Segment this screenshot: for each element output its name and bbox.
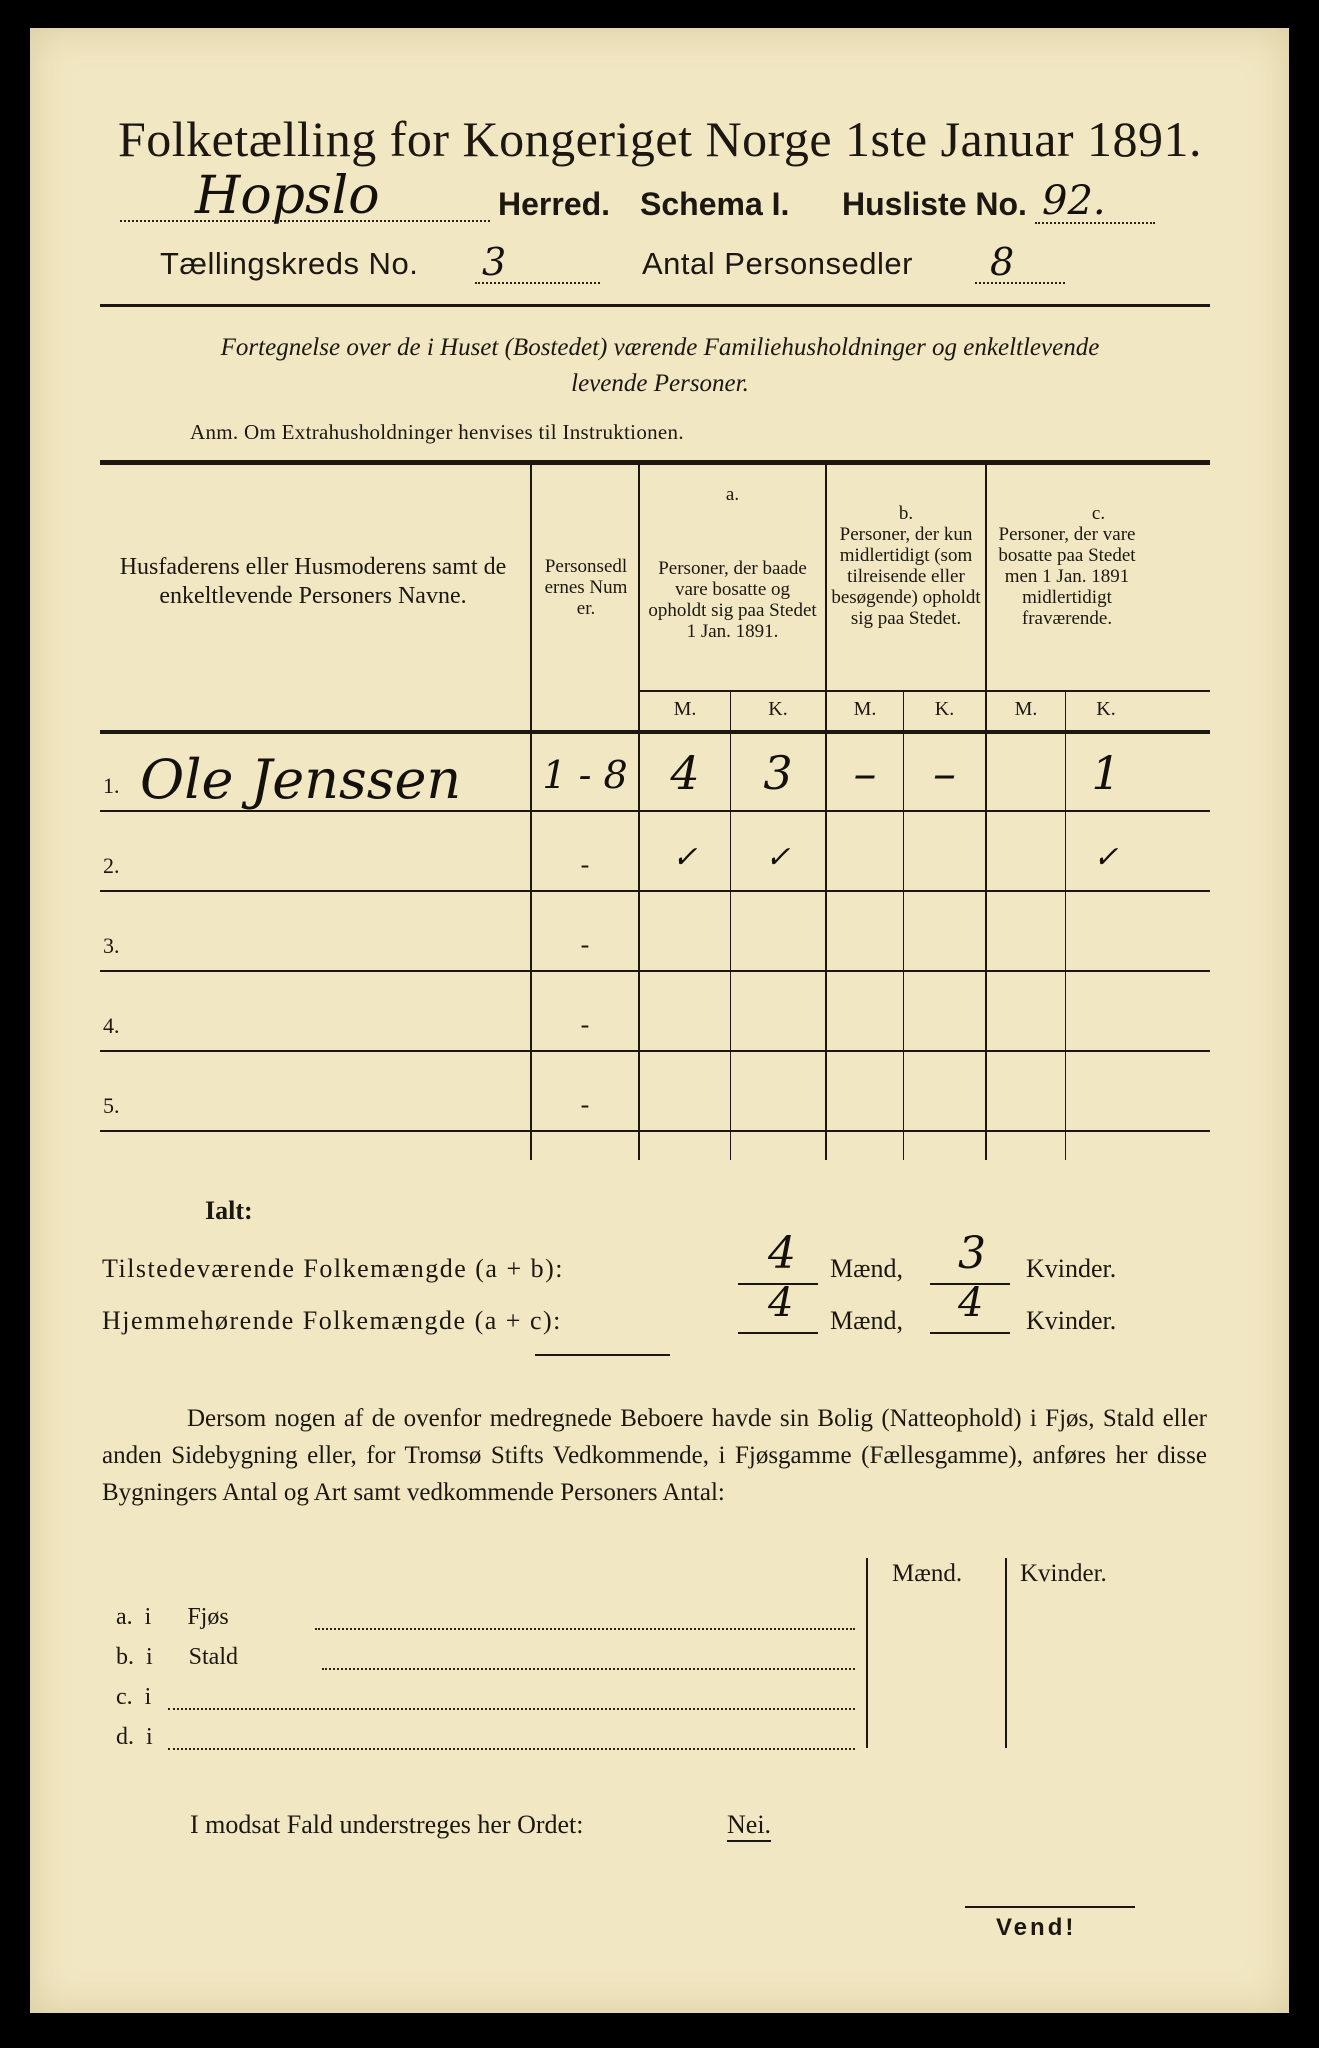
vend-text: Vend!: [996, 1914, 1077, 1941]
col-c-header: Personer, der vare bosatte paa Stedet men 1 Jan. 1891 midlertidigt fraværende.: [998, 524, 1136, 629]
row-5-number: 5.: [103, 1093, 120, 1118]
table-top-line: [100, 460, 1210, 465]
row-2-number: 2.: [103, 853, 120, 878]
row-1-name: Ole Jenssen: [140, 748, 462, 811]
anm-note: Anm. Om Extrahusholdninger henvises til Instruktionen.: [190, 420, 684, 444]
schema-label: Schema I.: [640, 186, 790, 222]
c-m-header: M.: [1014, 698, 1038, 720]
intro-line1b: levende Personer.: [571, 370, 749, 397]
section-divider-short: [535, 1354, 670, 1356]
antal-field-line: [975, 280, 1065, 284]
row-1-a-k: 3: [763, 746, 793, 800]
mk-header-line: [639, 690, 1210, 692]
row-2-c-k: ✓: [1093, 840, 1119, 875]
row-1-c-k: 1: [1091, 746, 1121, 800]
row-5-num: -: [580, 1090, 590, 1119]
herred-value: Hopslo: [195, 166, 380, 226]
bolig-divider-1: [866, 1558, 868, 1748]
vend-line: [965, 1906, 1135, 1908]
col-divider-4: [825, 465, 827, 1160]
tilst-label: Tilstedeværende Folkemængde (a + b):: [102, 1254, 564, 1283]
bolig-row-c-line: [168, 1706, 855, 1710]
row-4-number: 4.: [103, 1013, 120, 1038]
bolig-row-b: b. i Stald: [116, 1644, 239, 1670]
bolig-row-c: c. i: [116, 1684, 152, 1710]
row-1-b-k: –: [933, 746, 956, 800]
col-divider-2: [638, 465, 640, 1160]
husliste-label: Husliste No.: [842, 186, 1027, 222]
herred-label: Herred.: [498, 186, 611, 222]
tilst-kvinder: Kvinder.: [1026, 1254, 1117, 1283]
row-3-number: 3.: [103, 933, 120, 958]
tilst-k-value: 3: [958, 1228, 986, 1279]
tilst-maend: Mænd,: [830, 1254, 903, 1283]
col-divider-1: [530, 465, 532, 1160]
row-3-num: -: [580, 930, 590, 959]
intro-line1: Fortegnelse over de i Huset (Bostedet) værende Familiehusholdninger og enkeltlevende: [220, 334, 1100, 361]
c-k-header: K.: [1096, 698, 1116, 720]
row-2-num: -: [580, 850, 590, 879]
census-form-page: [30, 28, 1289, 2013]
row-2-a-m: ✓: [672, 840, 698, 875]
row-line-2: [100, 890, 1210, 892]
col-divider-6: [985, 465, 987, 1160]
b-k-header: K.: [934, 698, 955, 720]
table-header-bottom-line: [100, 730, 1210, 734]
row-2-a-k: ✓: [765, 840, 791, 875]
col-c-letter: c.: [1091, 503, 1106, 524]
row-1-number: 1.: [103, 773, 120, 798]
modsat-text: I modsat Fald understreges her Ordet:: [190, 1810, 584, 1839]
row-4-num: -: [580, 1010, 590, 1039]
a-m-header: M.: [673, 698, 697, 720]
bolig-row-d: d. i: [116, 1724, 153, 1750]
table-bottom-line: [100, 1130, 1210, 1132]
row-1-num: 1 - 8: [542, 753, 628, 797]
kreds-label: Tællingskreds No.: [160, 246, 419, 281]
row-line-4: [100, 1050, 1210, 1052]
hjem-kvinder: Kvinder.: [1026, 1306, 1117, 1335]
antal-label: Antal Personsedler: [642, 246, 913, 281]
bolig-paragraph: Dersom nogen af de ovenfor medregnede Beboere havde sin Bolig (Natteophold) i Fjøs, Stald eller anden Sidebygning eller, for Tromsø Stifts Vedkommende, i Fjøsgamme (Fællesgamme), anføres her disse Bygningers Antal og Art samt vedkommende Personers Antal:: [102, 1405, 1207, 1506]
nei-word: Nei.: [727, 1810, 771, 1842]
bolig-divider-2: [1005, 1558, 1007, 1748]
husliste-value: 92.: [1042, 178, 1106, 224]
col-names-header: Husfaderens eller Husmoderens samt de enkeltlevende Personers Navne.: [119, 554, 507, 609]
hjem-label: Hjemmehørende Folkemængde (a + c):: [102, 1306, 562, 1335]
row-1-a-m: 4: [670, 746, 700, 800]
row-1-b-m: –: [853, 746, 877, 800]
header-divider-line: [100, 304, 1210, 307]
col-b-letter: b.: [898, 503, 914, 524]
col-a-letter: a.: [725, 484, 740, 505]
bolig-row-a-line: [315, 1626, 855, 1630]
bolig-row-a: a. i Fjøs: [116, 1604, 229, 1630]
antal-value: 8: [990, 240, 1015, 284]
b-m-header: M.: [853, 698, 877, 720]
hjem-m-line: [738, 1332, 818, 1334]
kreds-value: 3: [482, 240, 507, 284]
hjem-maend: Mænd,: [830, 1306, 903, 1335]
bolig-row-d-line: [168, 1746, 855, 1750]
hjem-m-value: 4: [768, 1280, 794, 1326]
form-title: Folketælling for Kongeriget Norge 1ste Januar 1891.: [117, 111, 1203, 167]
bolig-col-maend: Mænd.: [892, 1560, 963, 1587]
tilst-m-value: 4: [768, 1228, 796, 1279]
bolig-col-kvinder: Kvinder.: [1020, 1560, 1107, 1587]
col-num-header: Personsedlernes Numer.: [544, 556, 628, 619]
hjem-k-value: 4: [958, 1280, 984, 1326]
row-line-3: [100, 970, 1210, 972]
ialt-label: Ialt:: [205, 1196, 253, 1225]
col-b-header: Personer, der kun midlertidigt (som tilreisende eller besøgende) opholdt sig paa Stedet.: [831, 524, 981, 629]
col-a-header: Personer, der baade vare bosatte og opholdt sig paa Stedet 1 Jan. 1891.: [648, 558, 817, 642]
a-k-header: K.: [768, 698, 788, 720]
bolig-row-b-line: [322, 1666, 855, 1670]
hjem-k-line: [930, 1332, 1010, 1334]
